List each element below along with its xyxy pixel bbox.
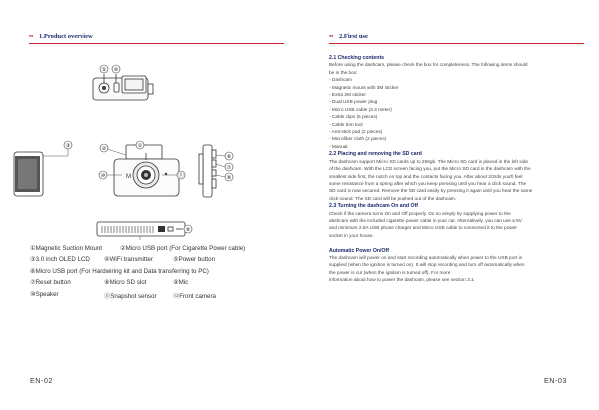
content-heading: 2.3 Turning the dashcam On and Off bbox=[329, 203, 418, 210]
first-use-content bbox=[329, 55, 569, 285]
legend-item-9: ⑨Mic bbox=[173, 279, 189, 287]
content-line: of the dashcam. With the LCD screen facing you, put the Micro SD card in the dashcam with the bbox=[329, 167, 531, 173]
content-line: The dashcam support Micro SD cards up to 256gb. The Micro SD card is placed in the left side bbox=[329, 159, 528, 165]
callout-7-label: ⑦ bbox=[226, 165, 232, 171]
page-number-right: EN-03 bbox=[544, 376, 567, 385]
content-line: smallest side first, the notch on top and the contacts facing you. After about 2/3rds you'll feel bbox=[329, 174, 523, 180]
content-line: be in the box: bbox=[329, 70, 358, 76]
content-spacer bbox=[329, 240, 569, 247]
legend-item-11: ⑪Snapshot sensor bbox=[104, 292, 157, 300]
front-view bbox=[114, 145, 179, 196]
bottom-view bbox=[97, 222, 185, 236]
legend-item-7: ⑦Reset button bbox=[30, 279, 71, 287]
parts-legend bbox=[30, 245, 290, 302]
content-line: - Micro USB cable (3.3 meter) bbox=[329, 107, 392, 113]
content-line: dashcam with the included cigarette power cable in your car. Alternatively, you can use a 5V bbox=[329, 218, 522, 224]
content-line: - Magnetic mount with 3M sticker bbox=[329, 85, 399, 91]
legend-item-2: ②Micro USB port (For Cigarette Power cable) bbox=[120, 245, 246, 252]
right-page bbox=[300, 0, 599, 410]
legend-item-5: ⑤Power button bbox=[173, 256, 216, 264]
content-line: socket in your house. bbox=[329, 233, 374, 239]
section-header-first-use bbox=[329, 33, 584, 44]
content-line: - Manual bbox=[329, 144, 348, 150]
callout-3-label: ③ bbox=[65, 143, 71, 149]
callout-11-label: ⑪ bbox=[178, 173, 184, 179]
content-line: - Cable clips (5 pieces) bbox=[329, 115, 378, 121]
callout-4-label: ④ bbox=[113, 67, 119, 73]
content-line: SD card is now secured. Remove the SD card easily by pressing it again until you hear the same bbox=[329, 189, 533, 195]
content-heading: 2.1 Checking contents bbox=[329, 55, 385, 61]
callout-1-label: ① bbox=[137, 143, 143, 149]
legend-item-10: ⑩Speaker bbox=[30, 290, 59, 298]
svg-text:M: M bbox=[126, 174, 131, 180]
section-mark: •• bbox=[329, 34, 334, 40]
content-heading: Automatic Power On/Off bbox=[329, 247, 389, 254]
content-line: - Microfiber cloth (2 pieces) bbox=[329, 137, 387, 143]
callout-2-label: ② bbox=[101, 146, 107, 152]
content-line: supplied (when the ignition is turned on). It will stop recording and turn off automatically when bbox=[329, 263, 525, 269]
content-line: - Cable trim tool bbox=[329, 122, 363, 128]
content-line: - Dashcam bbox=[329, 78, 352, 84]
legend-item-3: ③3.0 inch OLED LCD bbox=[30, 256, 90, 264]
legend-item-8: ⑧Micro SD slot bbox=[104, 279, 147, 287]
content-line: - Extra 3M sticker bbox=[329, 93, 366, 99]
content-line: some resistance from a spring after which you keep pressing until you hear a click sound. The bbox=[329, 181, 527, 187]
screen-view bbox=[14, 152, 43, 196]
left-page bbox=[0, 0, 299, 410]
callout-5-label: ⑤ bbox=[101, 67, 107, 73]
page-number-left: EN-02 bbox=[30, 376, 53, 385]
section-title: 1.Product overview bbox=[39, 33, 93, 40]
content-line: The dashcam will power on and start recording automatically when power to the USB port is bbox=[329, 255, 522, 261]
callout-6-label: ⑥ bbox=[226, 154, 232, 160]
content-line: and minimum 2.5A USB phone charger and Micro USB cable to connected it to the power bbox=[329, 226, 517, 232]
legend-item-12: ⑫Front camera bbox=[173, 292, 216, 300]
content-heading: 2.2 Placing and removing the SD card bbox=[329, 151, 422, 158]
top-view bbox=[93, 74, 153, 100]
callout-10-label: ⑩ bbox=[100, 173, 106, 179]
content-line: Before using the dashcam, please check the box for completeness. The following items should bbox=[329, 63, 528, 69]
section-title: 2.First use bbox=[339, 33, 368, 40]
content-line: - Dual USB power plug bbox=[329, 100, 378, 106]
legend-item-4: ④WiFi transmitter bbox=[104, 256, 153, 264]
content-line: - Anti-stick pad (2 pieces) bbox=[329, 130, 383, 136]
content-line: click sound. The SD card will be pushed out of the dashcam. bbox=[329, 196, 457, 202]
callout-9-label: ⑨ bbox=[185, 227, 191, 233]
side-view bbox=[199, 145, 216, 197]
legend-item-1: ①Magnetic Suction Mount bbox=[30, 245, 102, 252]
content-line: the power is cut (when the ignition is turned off). For more bbox=[329, 270, 451, 276]
product-diagram bbox=[0, 0, 299, 240]
callout-8-label: ⑧ bbox=[226, 175, 232, 181]
content-line: Check if the camera turns On and Off properly. Do so simply by supplying power to the bbox=[329, 211, 511, 217]
content-line: information about how to power the dashcam, please see section 3.1. bbox=[329, 278, 476, 284]
section-mark: •• bbox=[29, 34, 34, 40]
legend-item-6: ⑥Micro USB port (For Hardwiring kit and Data transferring to PC) bbox=[30, 267, 209, 275]
